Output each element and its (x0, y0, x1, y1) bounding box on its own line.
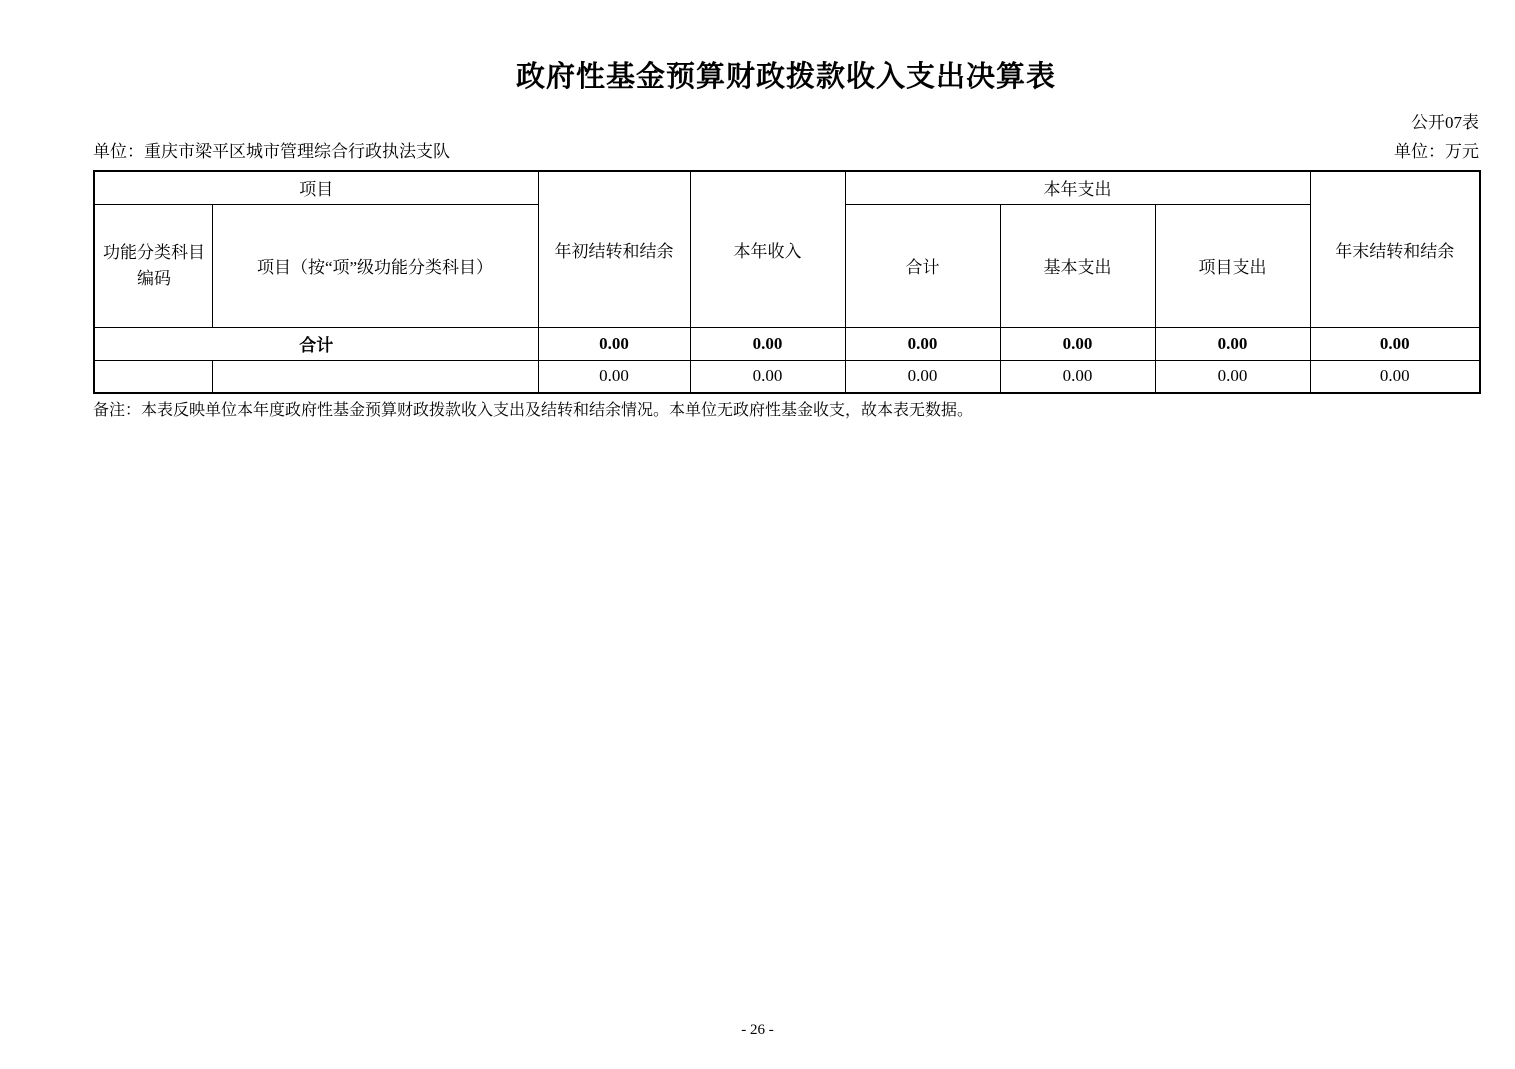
row-function-code (94, 360, 212, 393)
header-expenditure-group: 本年支出 (845, 171, 1310, 204)
budget-table (93, 170, 1481, 394)
unit-row (93, 141, 1479, 163)
header-beginning-balance: 年初结转和结余 (538, 171, 690, 327)
header-project-item: 项目（按“项”级功能分类科目） (212, 204, 538, 327)
header-row-group (94, 171, 1480, 204)
total-current-income: 0.00 (690, 327, 845, 360)
header-ending-balance: 年末结转和结余 (1310, 171, 1480, 327)
total-basic-expenditure: 0.00 (1000, 327, 1155, 360)
table-number-label: 公开07表 (1411, 113, 1479, 132)
header-expenditure-total: 合计 (845, 204, 1000, 327)
note-text: 备注：本表反映单位本年度政府性基金预算财政拨款收入支出及结转和结余情况。本单位无政府性基金收支，故本表无数据。 (93, 402, 974, 419)
unit-measure-label: 单位：万元 (1394, 142, 1479, 161)
header-basic-expenditure: 基本支出 (1000, 204, 1155, 327)
header-project-group: 项目 (94, 171, 538, 204)
header-function-code (94, 204, 212, 327)
total-expenditure-total: 0.00 (845, 327, 1000, 360)
total-project-expenditure: 0.00 (1155, 327, 1310, 360)
total-ending-balance: 0.00 (1310, 327, 1480, 360)
row-project-item (212, 360, 538, 393)
row-beginning-balance: 0.00 (538, 360, 690, 393)
page-title: 政府性基金预算财政拨款收入支出决算表 (515, 61, 1056, 93)
row-current-income: 0.00 (690, 360, 845, 393)
header-project-expenditure: 项目支出 (1155, 204, 1310, 327)
total-row-label: 合计 (94, 327, 538, 360)
page-number: - 26 - (741, 1022, 774, 1038)
table-row-total (94, 327, 1480, 360)
row-ending-balance: 0.00 (1310, 360, 1480, 393)
header-function-code-text: 功能分类科目编码 (103, 242, 205, 288)
header-current-income: 本年收入 (690, 171, 845, 327)
document-content (93, 0, 1479, 421)
row-basic-expenditure: 0.00 (1000, 360, 1155, 393)
unit-name-label: 单位：重庆市梁平区城市管理综合行政执法支队 (93, 142, 450, 161)
row-project-expenditure: 0.00 (1155, 360, 1310, 393)
row-expenditure-total: 0.00 (845, 360, 1000, 393)
table-row (94, 360, 1480, 393)
total-beginning-balance: 0.00 (538, 327, 690, 360)
